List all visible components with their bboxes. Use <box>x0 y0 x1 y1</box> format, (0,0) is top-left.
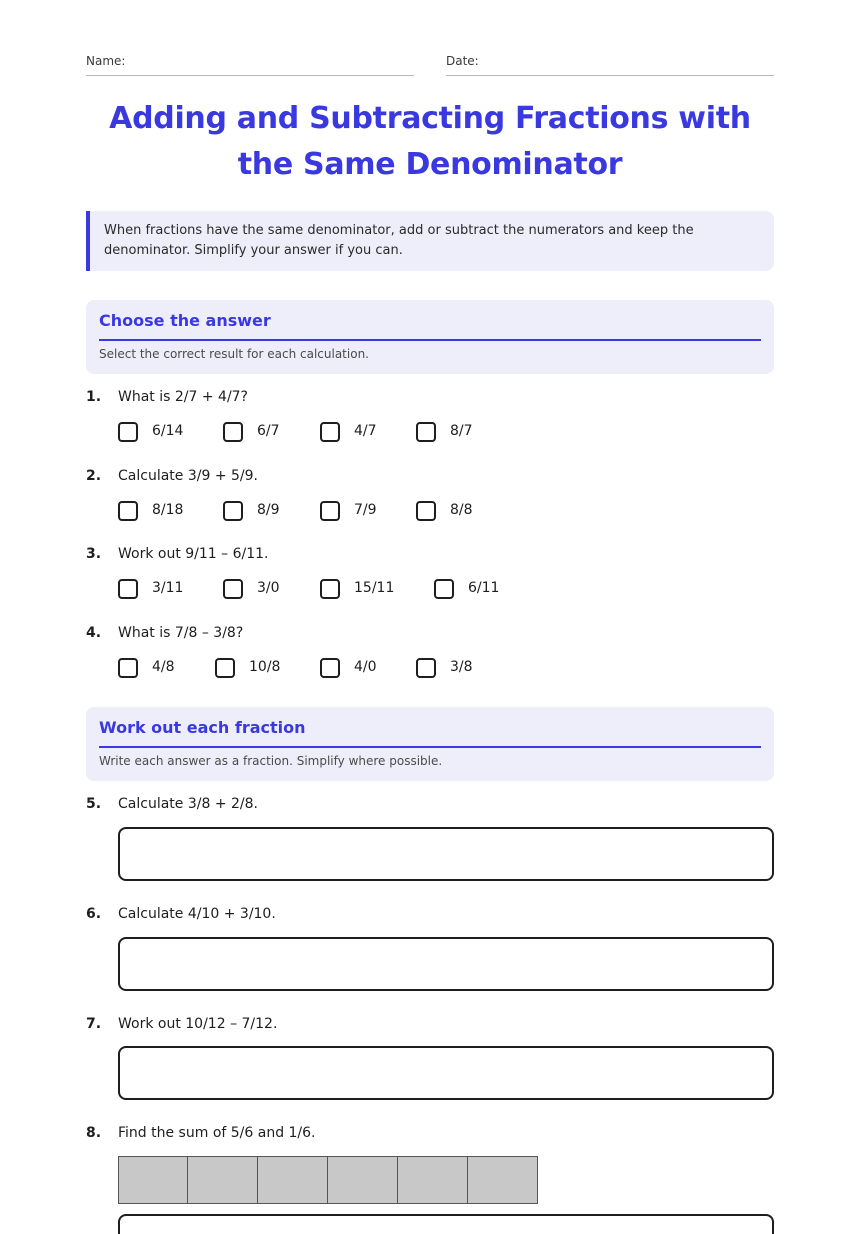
question-text: Find the sum of 5/6 and 1/6. <box>118 1125 316 1141</box>
checkbox-icon[interactable] <box>223 422 243 442</box>
option-label: 8/8 <box>450 502 473 518</box>
question-text: What is 7/8 – 3/8? <box>118 625 244 641</box>
intro-note: When fractions have the same denominator, add or subtract the numerators and keep the denominator. Simplify your answer if you can. <box>86 211 774 271</box>
option-label: 10/8 <box>249 659 281 675</box>
option-label: 7/9 <box>354 502 377 518</box>
fraction-bar <box>118 1156 540 1204</box>
checkbox-icon[interactable] <box>223 579 243 599</box>
fraction-bar-segment <box>398 1156 468 1204</box>
question-text: Work out 10/12 – 7/12. <box>118 1016 278 1032</box>
question-number: 2. <box>86 468 102 484</box>
question-text: Calculate 3/8 + 2/8. <box>118 796 258 812</box>
section-choose-answer <box>86 300 774 374</box>
checkbox-icon[interactable] <box>320 422 340 442</box>
question-number: 4. <box>86 625 102 641</box>
option-label: 6/11 <box>468 580 500 596</box>
section-title: Choose the answer <box>99 311 761 341</box>
option-label: 3/8 <box>450 659 473 675</box>
checkbox-icon[interactable] <box>320 579 340 599</box>
answer-box[interactable] <box>118 937 774 991</box>
option-label: 6/7 <box>257 423 280 439</box>
section-subtitle: Write each answer as a fraction. Simplify where possible. <box>99 754 443 768</box>
checkbox-icon[interactable] <box>434 579 454 599</box>
option-label: 4/7 <box>354 423 377 439</box>
option-label: 3/0 <box>257 580 280 596</box>
fraction-bar-segment <box>468 1156 538 1204</box>
checkbox-icon[interactable] <box>118 501 138 521</box>
checkbox-icon[interactable] <box>215 658 235 678</box>
section-subtitle: Select the correct result for each calculation. <box>99 347 369 361</box>
question-4 <box>86 625 774 645</box>
question-text: Calculate 3/9 + 5/9. <box>118 468 258 484</box>
date-field[interactable] <box>446 54 774 76</box>
checkbox-icon[interactable] <box>416 422 436 442</box>
option-label: 6/14 <box>152 423 184 439</box>
answer-box[interactable] <box>118 827 774 881</box>
answer-box[interactable] <box>118 1046 774 1100</box>
question-number: 7. <box>86 1016 102 1032</box>
question-text: Work out 9/11 – 6/11. <box>118 546 269 562</box>
checkbox-icon[interactable] <box>320 501 340 521</box>
fraction-bar-segment <box>118 1156 188 1204</box>
question-8 <box>86 1125 774 1145</box>
worksheet-title: Adding and Subtracting Fractions with the Same Denominator <box>109 101 751 182</box>
question-6 <box>86 906 774 926</box>
question-number: 5. <box>86 796 102 812</box>
question-number: 6. <box>86 906 102 922</box>
checkbox-icon[interactable] <box>223 501 243 521</box>
option-label: 3/11 <box>152 580 184 596</box>
question-1 <box>86 389 774 409</box>
option-label: 4/0 <box>354 659 377 675</box>
answer-box[interactable] <box>118 1214 774 1234</box>
question-number: 3. <box>86 546 102 562</box>
fraction-bar-segment <box>258 1156 328 1204</box>
fraction-bar-segment <box>328 1156 398 1204</box>
section-title: Work out each fraction <box>99 718 761 748</box>
option-label: 8/7 <box>450 423 473 439</box>
section-work-out <box>86 707 774 781</box>
checkbox-icon[interactable] <box>416 658 436 678</box>
question-2 <box>86 468 774 488</box>
name-field[interactable] <box>86 54 414 76</box>
question-5 <box>86 796 774 816</box>
option-label: 4/8 <box>152 659 175 675</box>
checkbox-icon[interactable] <box>320 658 340 678</box>
question-7 <box>86 1016 774 1036</box>
question-text: Calculate 4/10 + 3/10. <box>118 906 276 922</box>
question-text: What is 2/7 + 4/7? <box>118 389 248 405</box>
checkbox-icon[interactable] <box>118 658 138 678</box>
option-label: 8/18 <box>152 502 184 518</box>
checkbox-icon[interactable] <box>118 422 138 442</box>
name-label: Name: <box>86 54 126 68</box>
checkbox-icon[interactable] <box>416 501 436 521</box>
option-label: 8/9 <box>257 502 280 518</box>
date-label: Date: <box>446 54 479 68</box>
question-3 <box>86 546 774 566</box>
option-label: 15/11 <box>354 580 395 596</box>
question-number: 8. <box>86 1125 102 1141</box>
question-number: 1. <box>86 389 102 405</box>
fraction-bar-segment <box>188 1156 258 1204</box>
header-fields <box>86 54 774 78</box>
checkbox-icon[interactable] <box>118 579 138 599</box>
